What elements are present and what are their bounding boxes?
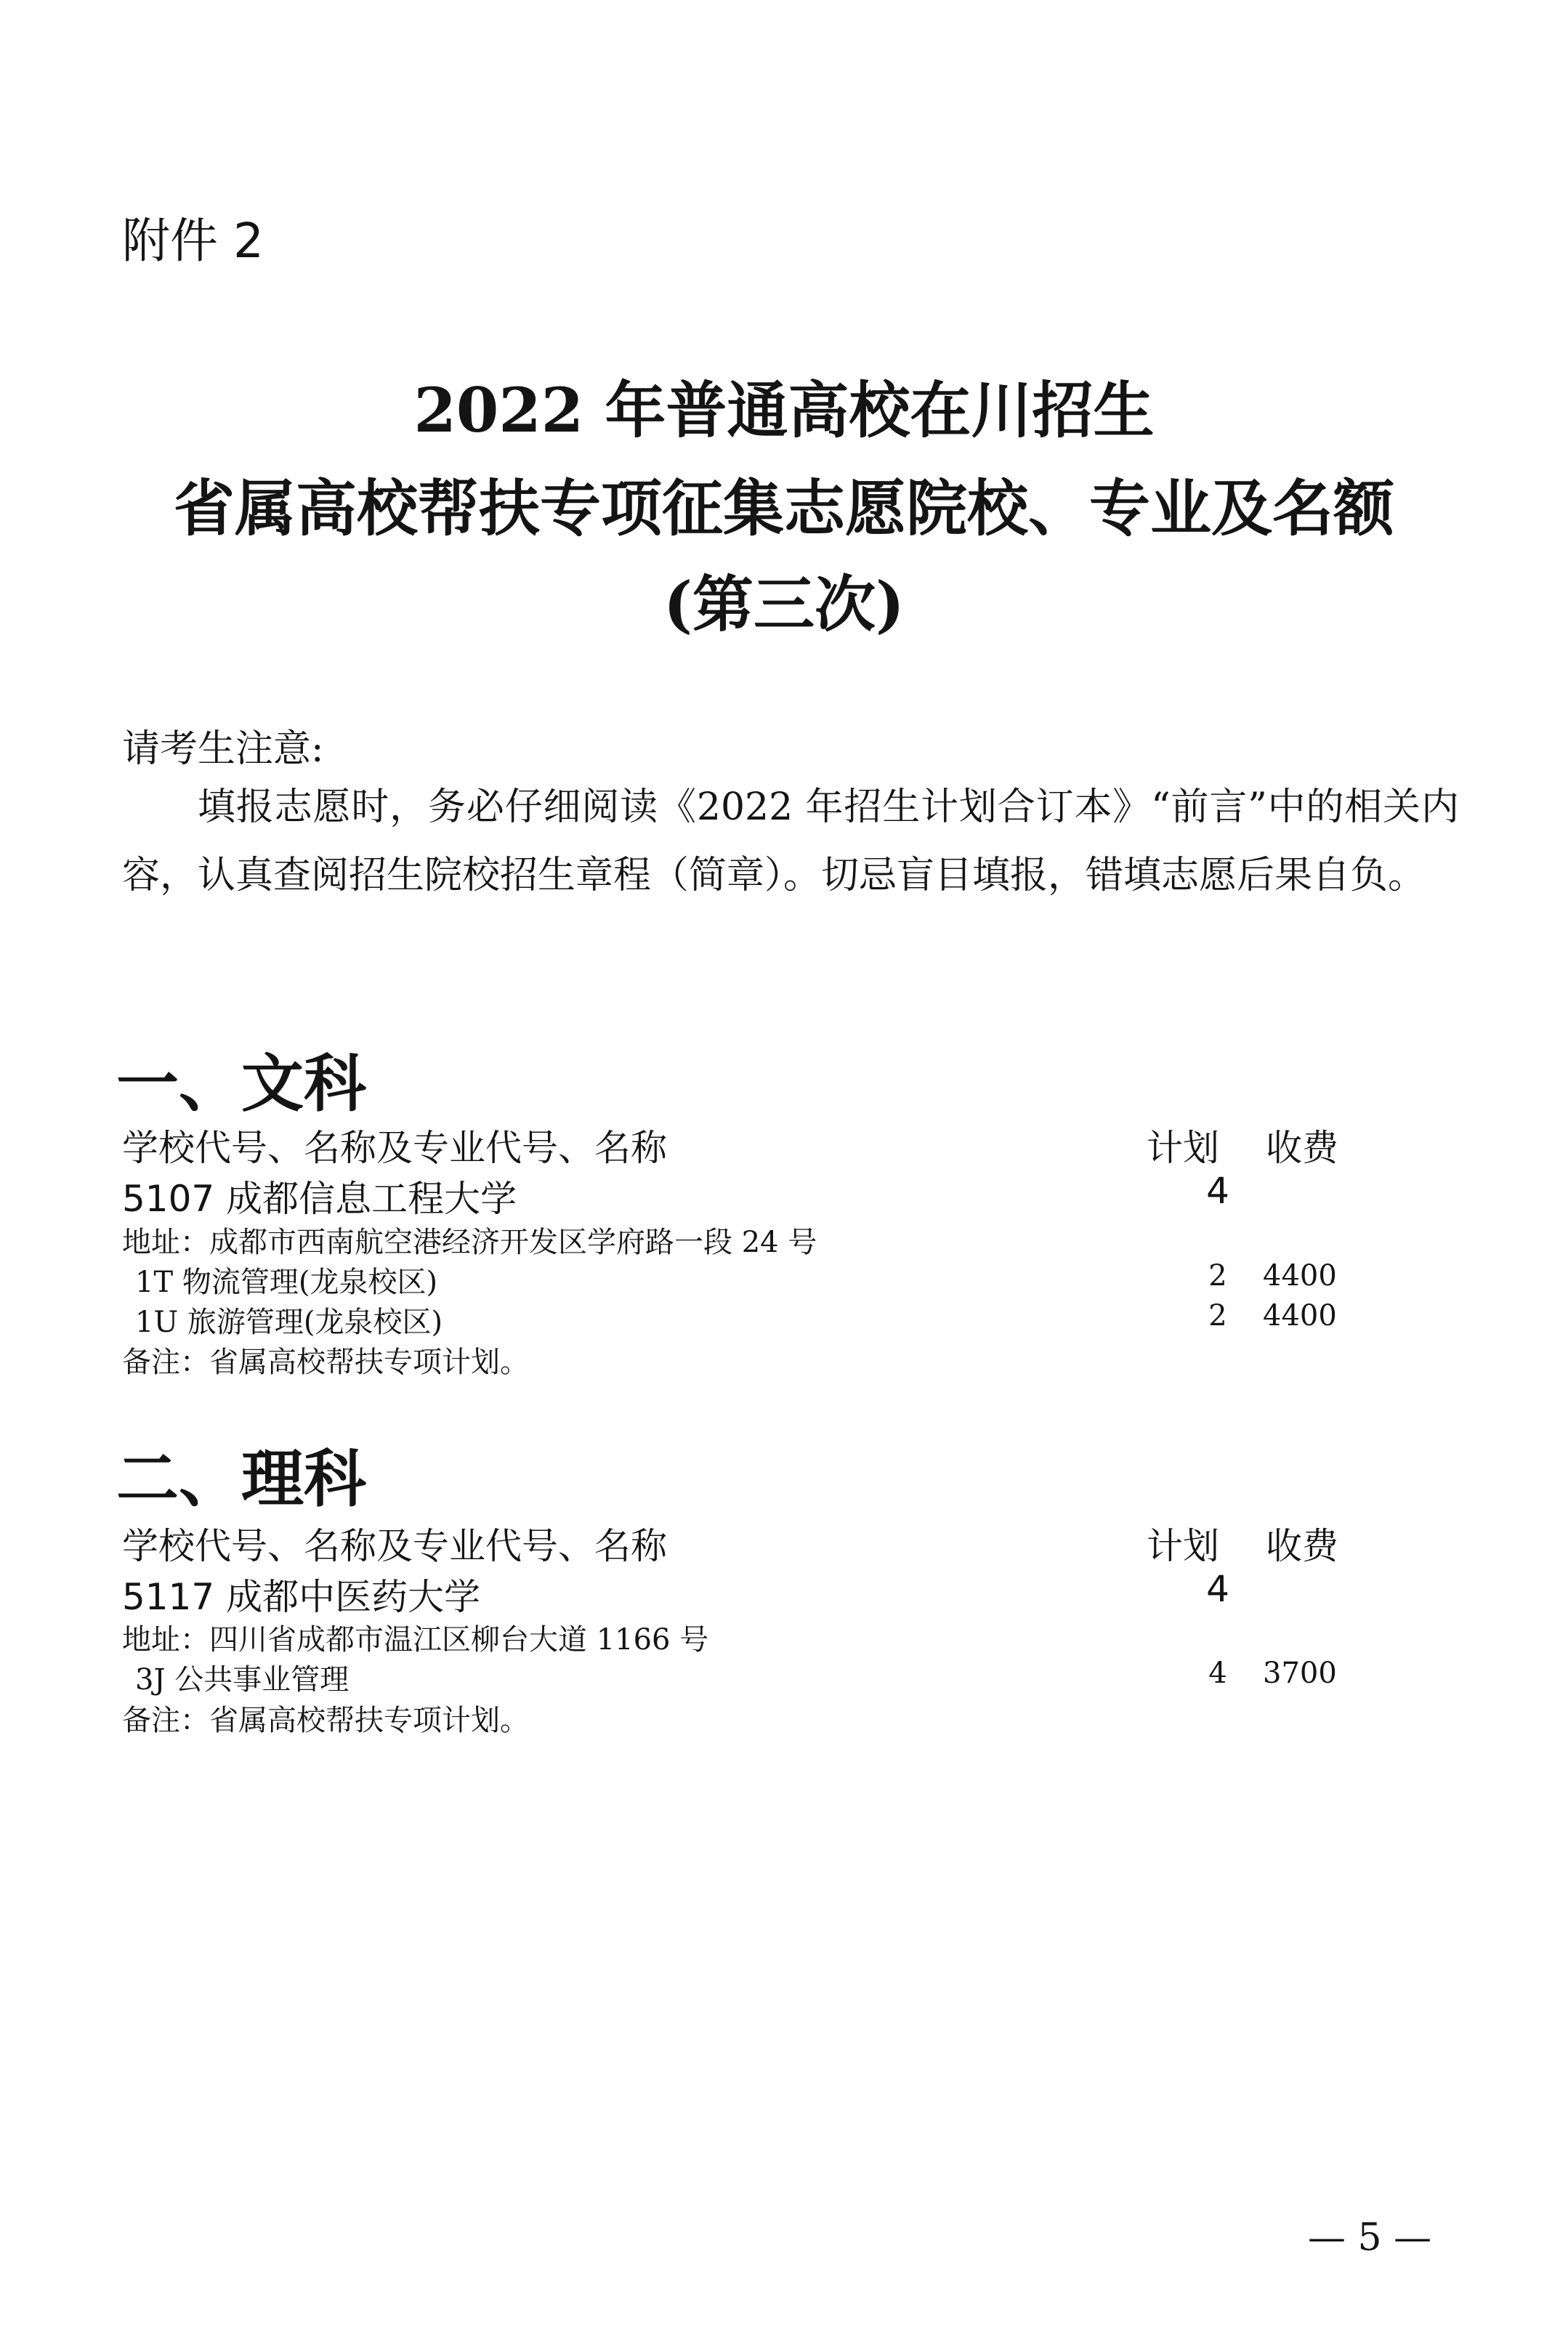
document-title-line-3: (第三次) xyxy=(663,568,905,640)
notice-label: 请考生注意: xyxy=(122,727,324,771)
notice-text: 填报志愿时，务必仔细阅读《2022 年招生计划合订本》“前言”中的相关内容，认真查阅招生院校招生章程（简章）。切忌盲目填报，错填志愿后果自负。 xyxy=(122,785,1459,897)
major-name: 1U 旅游管理(龙泉校区) xyxy=(135,1306,443,1339)
column-header-name: 学校代号、名称及专业代号、名称 xyxy=(122,1525,667,1567)
major-fee: 4400 xyxy=(1263,1259,1337,1293)
major-fee: 4400 xyxy=(1263,1299,1337,1333)
column-header-fee: 收费 xyxy=(1266,1525,1338,1567)
section-heading-science: 二、理科 xyxy=(116,1443,366,1516)
school-name: 5117 成都中医药大学 xyxy=(122,1576,481,1618)
school-remark: 备注：省属高校帮扶专项计划。 xyxy=(122,1704,529,1737)
column-header-plan: 计划 xyxy=(1147,1127,1219,1169)
column-header-plan: 计划 xyxy=(1147,1525,1219,1567)
page-number: — 5 — xyxy=(1308,2216,1432,2260)
column-header-fee: 收费 xyxy=(1266,1127,1338,1169)
school-plan: 4 xyxy=(1206,1568,1229,1610)
document-title-line-1: 2022 年普通高校在川招生 xyxy=(413,374,1155,446)
major-fee: 3700 xyxy=(1263,1657,1337,1690)
major-plan: 4 xyxy=(1208,1657,1227,1690)
school-remark: 备注：省属高校帮扶专项计划。 xyxy=(122,1346,529,1379)
document-title-line-2: 省属高校帮扶专项征集志愿院校、专业及名额 xyxy=(173,472,1394,544)
column-header-name: 学校代号、名称及专业代号、名称 xyxy=(122,1127,667,1169)
major-name: 1T 物流管理(龙泉校区) xyxy=(135,1266,438,1299)
attachment-label: 附件 2 xyxy=(122,213,264,269)
school-name: 5107 成都信息工程大学 xyxy=(122,1178,517,1220)
major-plan: 2 xyxy=(1208,1259,1227,1293)
school-address: 地址：四川省成都市温江区柳台大道 1166 号 xyxy=(122,1623,709,1657)
school-plan: 4 xyxy=(1206,1170,1229,1212)
major-name: 3J 公共事业管理 xyxy=(135,1663,349,1697)
section-heading-arts: 一、文科 xyxy=(116,1048,366,1120)
school-address: 地址：成都市西南航空港经济开发区学府路一段 24 号 xyxy=(122,1226,817,1259)
major-plan: 2 xyxy=(1208,1299,1227,1333)
